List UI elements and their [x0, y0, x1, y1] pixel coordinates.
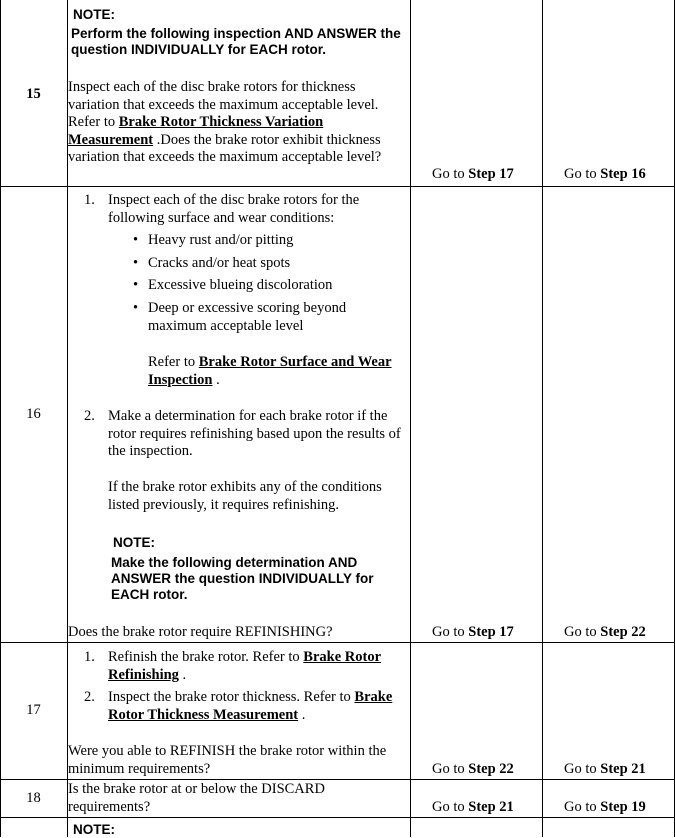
yes-action: Go to Step 21 — [432, 799, 514, 815]
go-to-step-link[interactable]: Step 19 — [600, 799, 646, 815]
row-divider-17-18 — [0, 779, 675, 780]
yes-action: Go to Step 17 — [432, 624, 514, 640]
rotor-refinishing-link[interactable]: Brake Rotor Refinishing — [108, 649, 382, 683]
no-action: Go to Step 19 — [564, 799, 646, 815]
go-to-step-link[interactable]: Step 22 — [468, 761, 514, 777]
note-text: Make the following determination AND ANSWER the question INDIVIDUALLY for EACH rotor. — [111, 555, 374, 602]
step-17-question: Were you able to REFINISH the brake rotor within the minimum requirements? — [68, 743, 387, 777]
note-heading: NOTE: — [113, 535, 155, 550]
no-action: Go to Step 21 — [564, 761, 646, 777]
go-to-step-link[interactable]: Step 21 — [468, 799, 514, 815]
surface-wear-inspection-link[interactable]: Brake Rotor Surface and Wear Inspection — [148, 354, 392, 388]
list-item-text: Refinish the brake rotor. Refer to Brake Rotor Refinishing . — [108, 649, 382, 683]
rotor-thickness-measurement-link[interactable]: Brake Rotor Thickness Measurement — [108, 689, 393, 723]
bullet-icon: • — [133, 255, 139, 271]
refer-line: Refer to Brake Rotor Surface and Wear Inspection . — [148, 354, 392, 388]
yes-action: Go to Step 17 — [432, 166, 514, 182]
note-heading: NOTE: — [73, 7, 115, 22]
go-to-step-link[interactable]: Step 16 — [600, 166, 646, 182]
bullet-item: Deep or excessive scoring beyond maximum acceptable level — [148, 300, 347, 334]
list-item-paragraph: If the brake rotor exhibits any of the conditions listed previously, it requires refinishing. — [108, 479, 382, 513]
list-item-text: Make a determination for each brake rotor if the rotor requires refinishing based upon the results of the inspection. — [108, 408, 401, 459]
table-divider-yes-col — [542, 0, 543, 837]
no-action: Go to Step 16 — [564, 166, 646, 182]
row-divider-18-19 — [0, 817, 675, 818]
no-action: Go to Step 22 — [564, 624, 646, 640]
go-to-step-link[interactable]: Step 17 — [468, 166, 514, 182]
row-divider-15-16 — [0, 186, 675, 187]
list-item-text: Inspect each of the disc brake rotors for the following surface and wear conditions: — [108, 192, 360, 226]
bullet-item: Excessive blueing discoloration — [148, 277, 333, 293]
go-to-step-link[interactable]: Step 17 — [468, 624, 514, 640]
instruction-question: .Does the brake rotor exhibit thickness variation that exceeds the maximum acceptable level? — [68, 131, 382, 165]
thickness-variation-link[interactable]: Brake Rotor Thickness Variation Measurement — [68, 114, 324, 148]
step-number: 17 — [26, 702, 41, 718]
note-text: Perform the following inspection AND ANSWER the question INDIVIDUALLY for EACH rotor. — [71, 26, 401, 57]
step-15-instruction — [68, 79, 410, 167]
bullet-icon: • — [133, 300, 139, 316]
note-heading: NOTE: — [73, 822, 115, 837]
row-divider-16-17 — [0, 642, 675, 643]
go-to-step-link[interactable]: Step 22 — [600, 624, 646, 640]
step-number: 18 — [26, 790, 41, 806]
list-number: 2. — [84, 408, 95, 424]
yes-action: Go to Step 22 — [432, 761, 514, 777]
list-number: 1. — [84, 649, 95, 665]
list-item-text: Inspect the brake rotor thickness. Refer to Brake Rotor Thickness Measurement . — [108, 689, 393, 723]
list-number: 2. — [84, 689, 95, 705]
instruction-text: Inspect each of the disc brake rotors for thickness variation that exceeds the maximum acceptable level. Refer to — [68, 79, 379, 130]
go-to-step-link[interactable]: Step 21 — [600, 761, 646, 777]
table-divider-action-col — [410, 0, 411, 837]
list-number: 1. — [84, 192, 95, 208]
step-number: 15 — [26, 86, 41, 102]
step-16-question: Does the brake rotor require REFINISHING? — [68, 624, 333, 640]
bullet-icon: • — [133, 277, 139, 293]
bullet-item: Heavy rust and/or pitting — [148, 232, 294, 248]
step-number: 16 — [26, 406, 41, 422]
bullet-icon: • — [133, 232, 139, 248]
bullet-item: Cracks and/or heat spots — [148, 255, 291, 271]
step-18-question: Is the brake rotor at or below the DISCARD requirements? — [68, 781, 325, 815]
